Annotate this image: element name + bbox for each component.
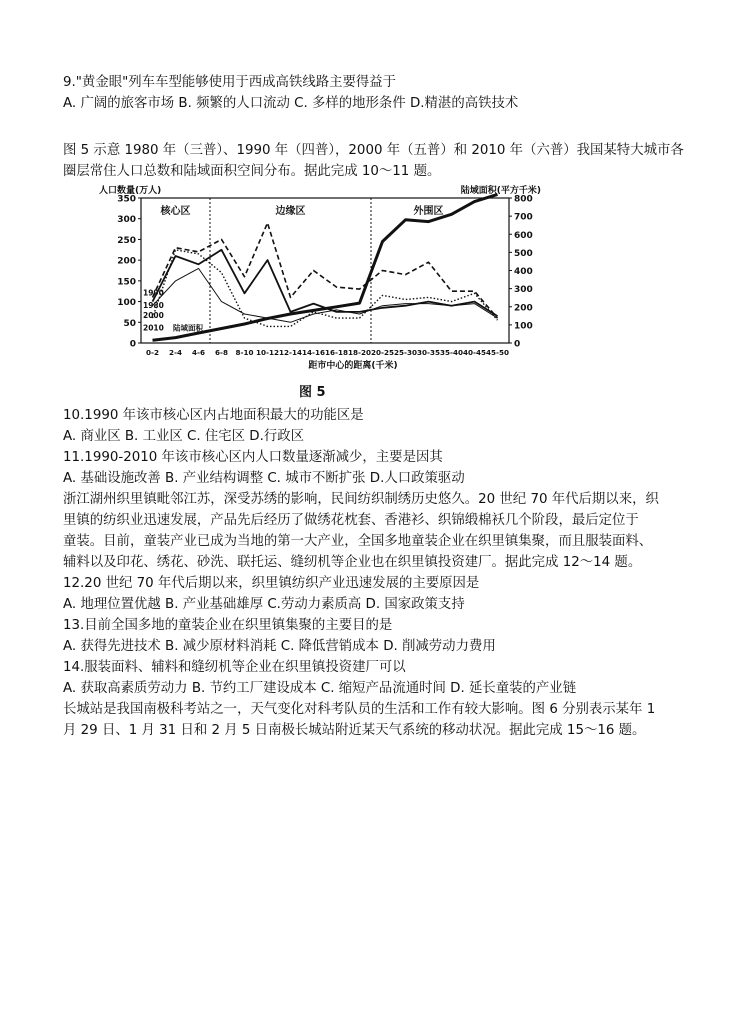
x-tick-label: 45-50	[486, 348, 509, 357]
left-tick-label: 350	[117, 194, 136, 205]
figure-5	[96, 180, 556, 400]
x-tick-label: 25-30	[394, 348, 417, 357]
q9-stem: 9."黄金眼"列车车型能够使用于西成高铁线路主要得益于	[63, 75, 397, 90]
x-tick-label: 2-4	[169, 348, 182, 357]
q9-options: A. 广阔的旅客市场 B. 频繁的人口流动 C. 多样的地形条件 D.精湛的高铁技术	[63, 96, 519, 111]
right-tick-label: 400	[514, 267, 533, 277]
series-line-1980	[153, 268, 498, 322]
series-label: 陆域面积	[173, 323, 203, 333]
x-tick-label: 0-2	[146, 348, 159, 357]
plot-frame	[141, 198, 509, 343]
series-label: 1980	[143, 300, 164, 310]
passage-15-16-line-1: 长城站是我国南极科考站之一，天气变化对科考队员的生活和工作有较大影响。图 6 分别表示某年 1	[63, 702, 656, 717]
zone-label: 外围区	[413, 206, 444, 217]
q13-stem: 13.目前全国多地的童装企业在织里镇集聚的主要目的是	[63, 618, 393, 633]
x-tick-label: 18-20	[348, 348, 371, 357]
passage-12-14-line-1: 浙江湖州织里镇毗邻江苏，深受苏绣的影响，民间纺织制绣历史悠久。20 世纪 70 年代后期以来，织	[63, 492, 659, 507]
q10-options: A. 商业区 B. 工业区 C. 住宅区 D.行政区	[63, 429, 305, 444]
q10-stem: 10.1990 年该市核心区内占地面积最大的功能区是	[63, 408, 364, 423]
q11-options: A. 基础设施改善 B. 产业结构调整 C. 城市不断扩张 D.人口政策驱动	[63, 471, 465, 486]
fig5-intro-line-1: 图 5 示意 1980 年（三普）、1990 年（四普），2000 年（五普）和 2010 年（六普）我国某特大城市各	[63, 143, 684, 158]
series-label: 2010	[143, 323, 164, 333]
zone-label: 核心区	[160, 206, 191, 217]
left-tick-label: 50	[123, 318, 136, 329]
q11-stem: 11.1990-2010 年该市核心区内人口数量逐渐减少，主要是因其	[63, 450, 443, 465]
q12-options: A. 地理位置优越 B. 产业基础雄厚 C.劳动力素质高 D. 国家政策支持	[63, 597, 465, 612]
population-area-chart	[96, 180, 556, 380]
passage-12-14-line-3: 童装。目前，童装产业已成为当地的第一大产业，全国多地童装企业在织里镇集聚，而且服装面料、	[63, 534, 653, 549]
x-tick-label: 12-14	[279, 348, 302, 357]
x-tick-label: 16-18	[325, 348, 348, 357]
left-tick-label: 150	[117, 277, 136, 288]
series-label: 2000	[143, 311, 164, 321]
figure-caption: 图 5	[299, 385, 326, 400]
x-tick-label: 35-40	[440, 348, 463, 357]
left-tick-label: 0	[129, 339, 136, 350]
x-tick-label: 10-12	[256, 348, 279, 357]
x-tick-label: 4-6	[192, 348, 205, 357]
series-line-1990	[153, 250, 498, 316]
fig5-intro-line-2: 圈层常住人口总数和陆域面积空间分布。据此完成 10～11 题。	[63, 164, 441, 179]
q12-stem: 12.20 世纪 70 年代后期以来，织里镇纺织产业迅速发展的主要原因是	[63, 576, 480, 591]
passage-12-14-line-2: 里镇的纺织业迅速发展，产品先后经历了做绣花枕套、香港衫、织锦缎棉袄几个阶段，最后定位于	[63, 513, 639, 528]
right-tick-label: 200	[514, 303, 533, 314]
right-tick-label: 300	[514, 285, 533, 296]
passage-15-16-line-2: 月 29 日、1 月 31 日和 2 月 5 日南极长城站附近某天气系统的移动状况。据此完成 15～16 题。	[63, 723, 646, 738]
q14-options: A. 获取高素质劳动力 B. 节约工厂建设成本 C. 缩短产品流通时间 D. 延长童装的产业链	[63, 681, 577, 696]
left-axis-label: 人口数量(万人)	[99, 186, 162, 196]
series-label: 1990	[143, 288, 164, 298]
right-tick-label: 600	[514, 230, 533, 241]
right-tick-label: 700	[514, 212, 533, 223]
series-line-陆域面积	[153, 194, 498, 340]
x-tick-label: 30-35	[417, 348, 440, 357]
x-tick-label: 20-25	[371, 348, 394, 357]
x-tick-label: 14-16	[302, 348, 325, 357]
left-tick-label: 100	[117, 298, 136, 309]
x-tick-label: 40-45	[463, 348, 486, 357]
right-tick-label: 100	[514, 321, 533, 332]
x-tick-label: 6-8	[215, 348, 228, 357]
q14-stem: 14.服装面料、辅料和缝纫机等企业在织里镇投资建厂可以	[63, 660, 406, 675]
right-tick-label: 500	[514, 248, 533, 259]
zone-label: 边缘区	[275, 206, 306, 217]
x-axis-label: 距市中心的距离(千米)	[308, 361, 398, 371]
passage-12-14-line-4: 辅料以及印花、绣花、砂洗、联托运、缝纫机等企业也在织里镇投资建厂。据此完成 12～14 题。	[63, 555, 642, 570]
q13-options: A. 获得先进技术 B. 减少原材料消耗 C. 降低营销成本 D. 削减劳动力费用	[63, 639, 496, 654]
left-tick-label: 200	[117, 256, 136, 267]
right-axis-label: 陆域面积(平方千米)	[460, 186, 541, 196]
left-tick-label: 250	[117, 235, 136, 246]
left-tick-label: 300	[117, 215, 136, 226]
x-tick-label: 8-10	[235, 348, 254, 357]
right-tick-label: 800	[514, 194, 533, 205]
right-tick-label: 0	[514, 339, 521, 350]
